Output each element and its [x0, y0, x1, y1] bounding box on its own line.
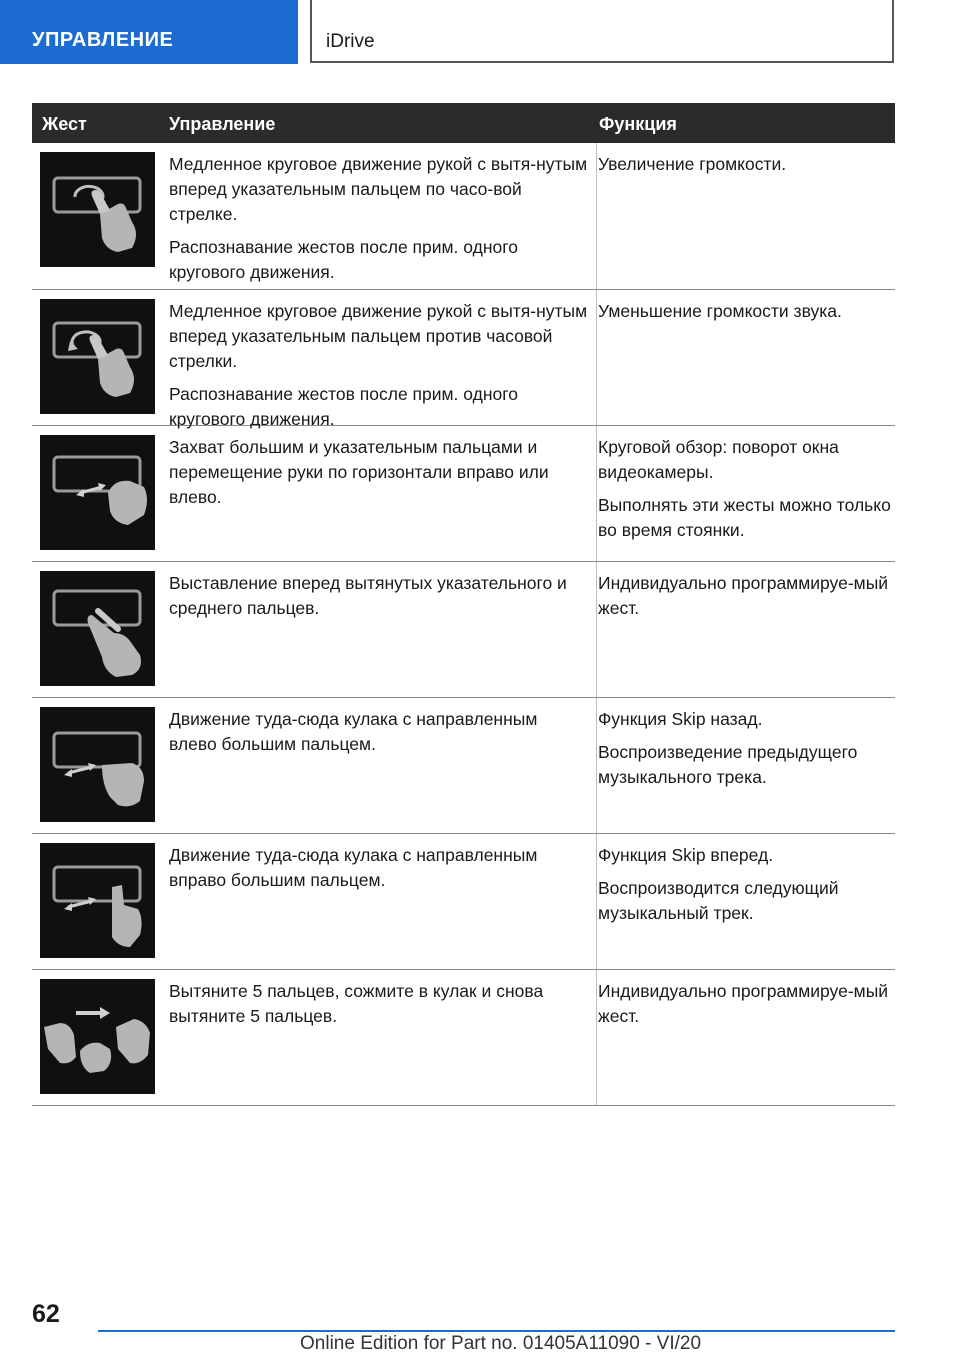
rotate-counterclockwise-gesture-icon: [40, 299, 155, 414]
control-text: Медленное круговое движение рукой с вытя-нутым вперед указательным пальцем против часовой стрелки.: [169, 301, 588, 371]
two-finger-point-gesture-icon: [40, 571, 155, 686]
function-text: Увеличение громкости.: [598, 154, 787, 174]
edition-note: Online Edition for Part no. 01405A11090 - VI/20: [300, 1333, 702, 1354]
section-tab: [0, 0, 298, 64]
column-header-control: Управление: [169, 114, 276, 134]
fist-swipe-left-gesture-icon: [40, 707, 155, 822]
column-header-function: Функция: [599, 114, 677, 134]
control-cell: [169, 979, 589, 1037]
table-row: [32, 834, 895, 970]
function-text: Уменьшение громкости звука.: [598, 301, 842, 321]
control-cell: [169, 152, 589, 293]
control-cell: [169, 299, 589, 440]
control-cell: [169, 707, 589, 765]
chapter-tab: [310, 0, 894, 63]
page-number: 62: [32, 1300, 60, 1328]
function-text: Круговой обзор: поворот окна видеокамеры.: [598, 437, 839, 482]
control-text: Медленное круговое движение рукой с вытя-нутым вперед указательным пальцем по часо-вой стрелке.: [169, 154, 588, 224]
table-row: [32, 426, 895, 562]
function-text: Индивидуально программируе-мый жест.: [598, 981, 889, 1026]
table-row: [32, 290, 895, 429]
control-text: Выставление вперед вытянутых указательного и среднего пальцев.: [169, 573, 567, 618]
control-text: Движение туда-сюда кулака с направленным влево большим пальцем.: [169, 709, 538, 754]
open-close-hand-gesture-icon: [40, 979, 155, 1094]
function-text: Воспроизводится следующий музыкальный трек.: [598, 878, 839, 923]
table-row: [32, 970, 895, 1106]
function-cell: [598, 435, 893, 551]
function-text: Выполнять эти жесты можно только во время стоянки.: [598, 495, 891, 540]
function-text: Функция Skip вперед.: [598, 845, 774, 865]
table-row: [32, 562, 895, 698]
function-cell: [598, 571, 893, 629]
fist-swipe-right-gesture-icon: [40, 843, 155, 958]
rotate-clockwise-gesture-icon: [40, 152, 155, 267]
control-text: Вытяните 5 пальцев, сожмите в кулак и снова вытяните 5 пальцев.: [169, 981, 544, 1026]
function-cell: [598, 152, 893, 185]
footer-divider: [98, 1330, 895, 1332]
control-text: Движение туда-сюда кулака с направленным вправо большим пальцем.: [169, 845, 538, 890]
function-cell: [598, 843, 893, 934]
grab-swipe-gesture-icon: [40, 435, 155, 550]
function-text: Индивидуально программируе-мый жест.: [598, 573, 889, 618]
table-row: [32, 143, 895, 290]
control-text: Распознавание жестов после прим. одного кругового движения.: [169, 384, 518, 429]
gesture-table: [32, 103, 895, 1106]
function-cell: [598, 707, 893, 798]
control-cell: [169, 435, 589, 518]
function-text: Воспроизведение предыдущего музыкального трека.: [598, 742, 858, 787]
table-row: [32, 698, 895, 834]
control-cell: [169, 843, 589, 901]
chapter-title: iDrive: [326, 31, 375, 52]
function-cell: [598, 979, 893, 1037]
table-header: [32, 103, 895, 143]
column-header-gesture: Жест: [42, 114, 87, 134]
control-text: Захват большим и указательным пальцами и перемещение руки по горизонтали вправо или влево.: [169, 437, 549, 507]
control-cell: [169, 571, 589, 629]
control-text: Распознавание жестов после прим. одного кругового движения.: [169, 237, 518, 282]
section-title: УПРАВЛЕНИЕ: [32, 29, 174, 51]
function-text: Функция Skip назад.: [598, 709, 763, 729]
function-cell: [598, 299, 893, 332]
